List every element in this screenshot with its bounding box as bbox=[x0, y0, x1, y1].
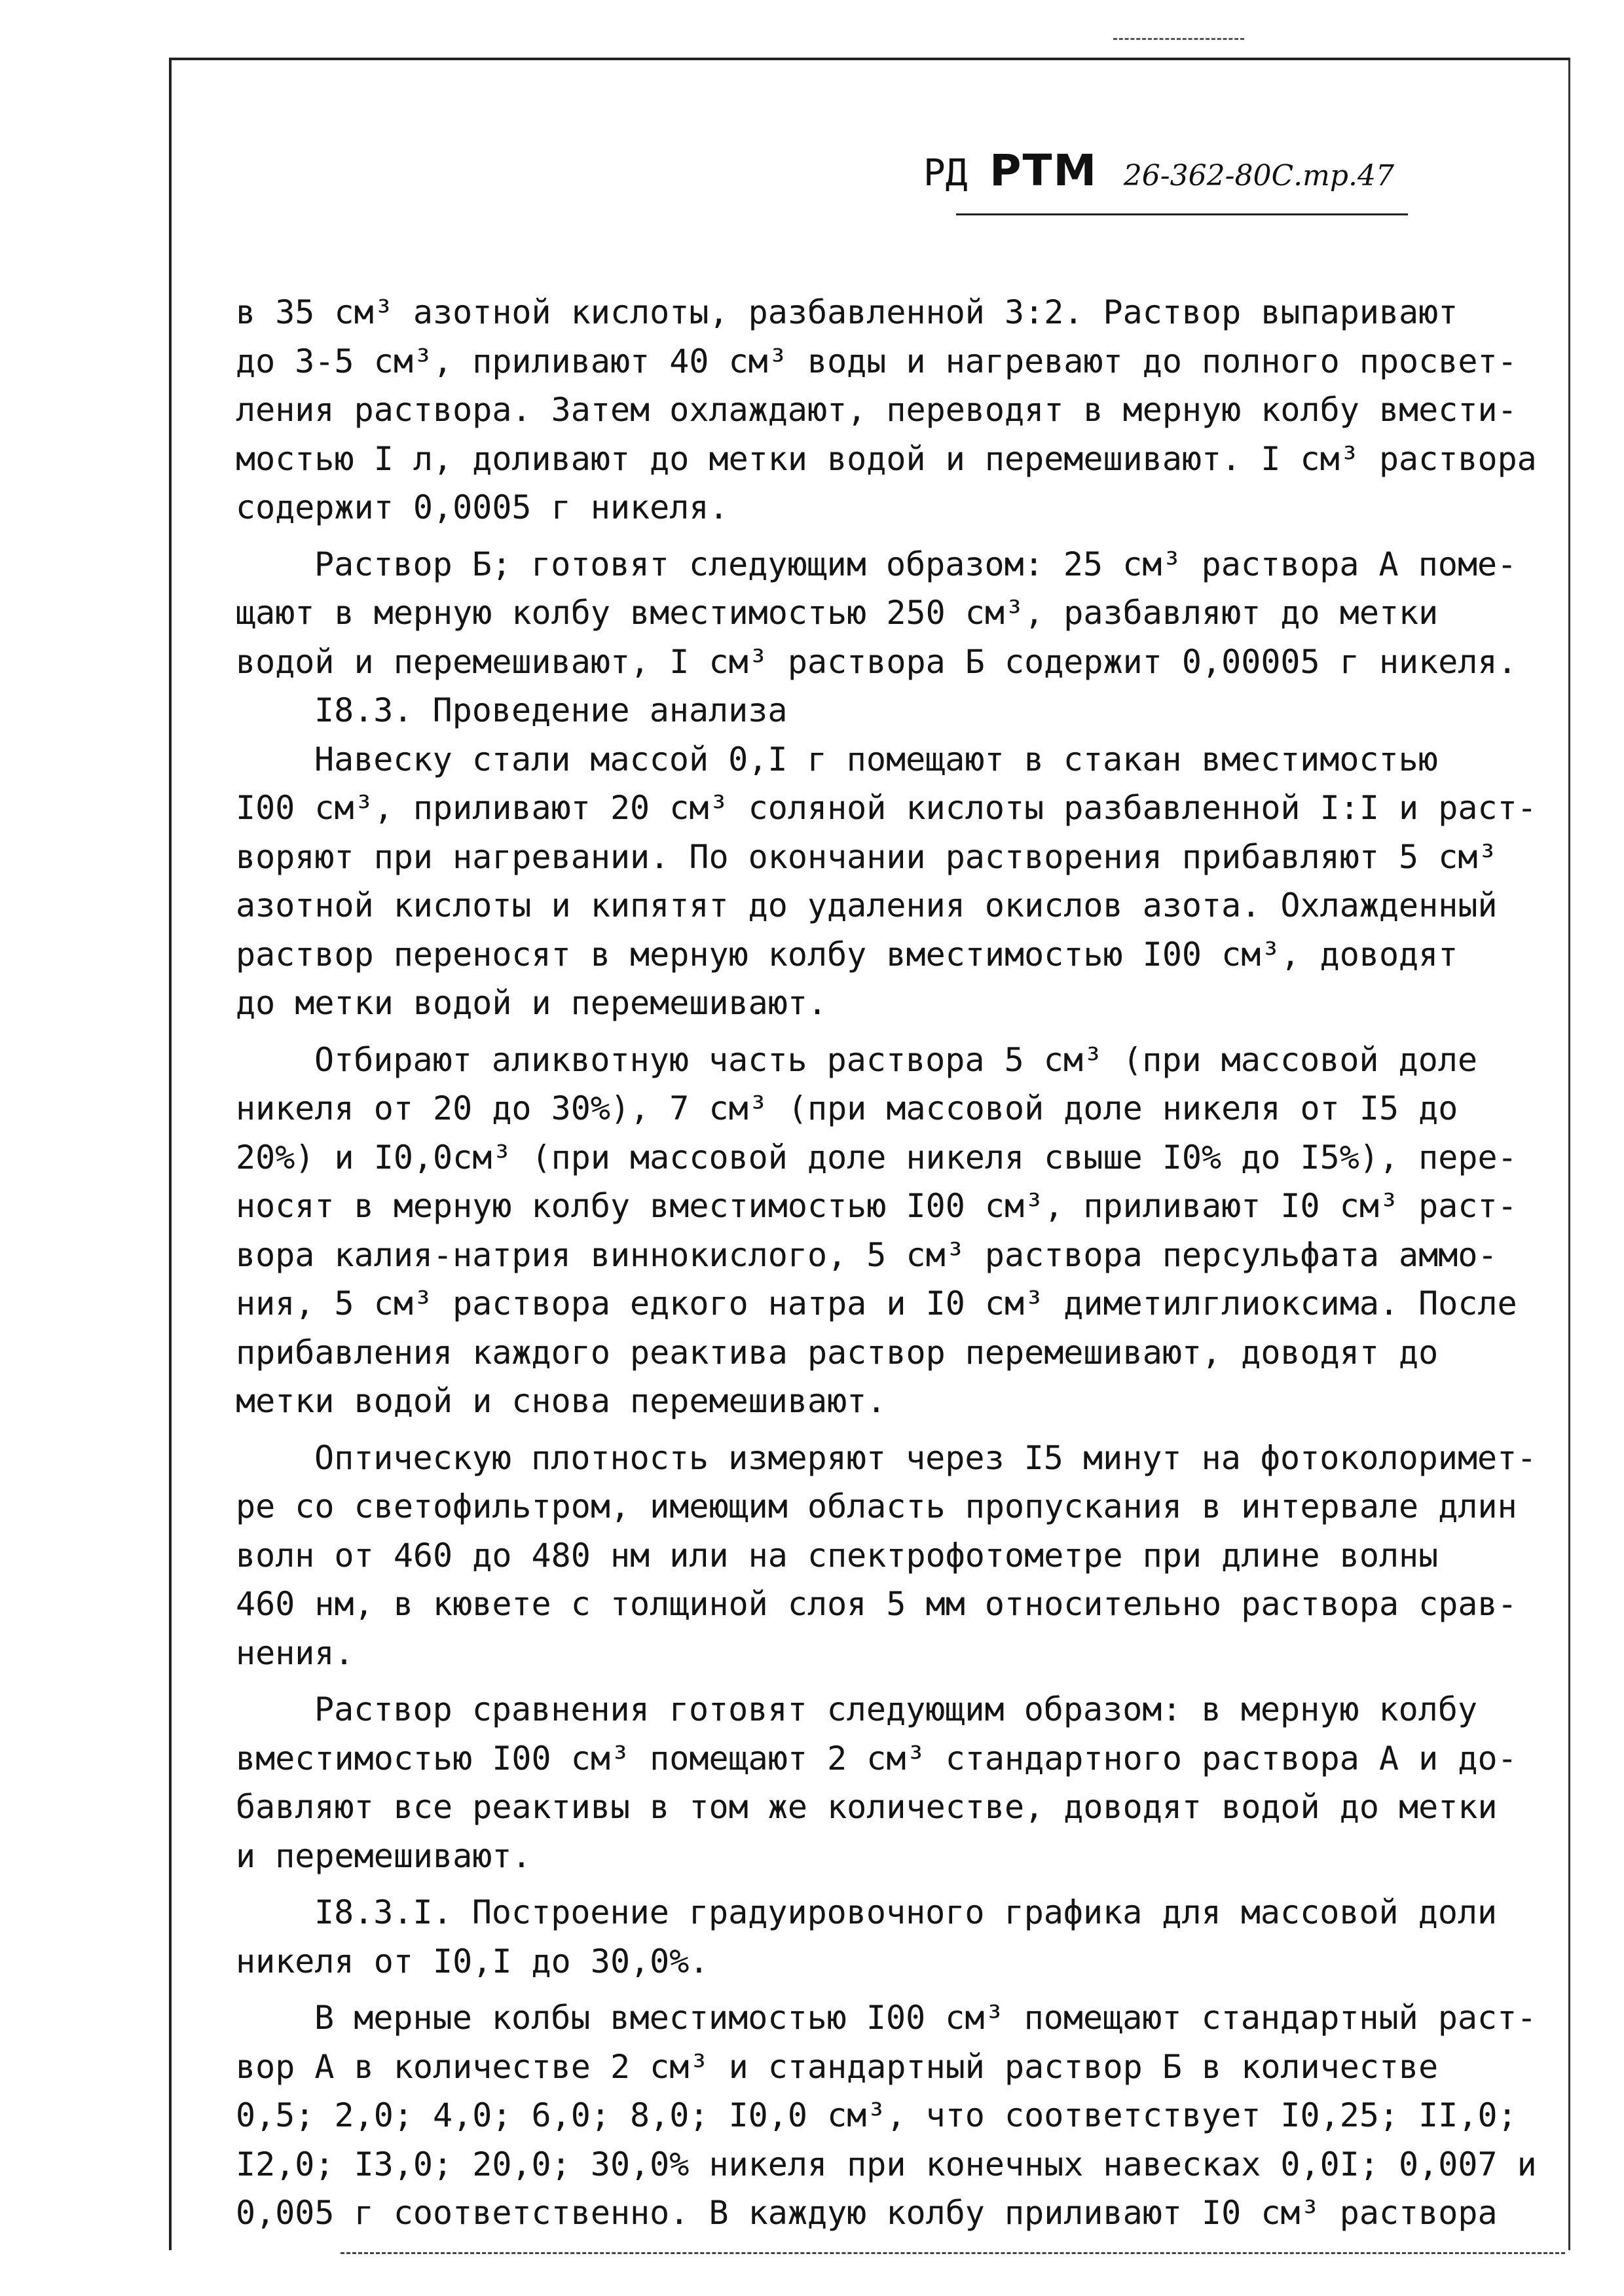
text-line: Оптическую плотность измеряют через I5 минут на фотоколоримет- bbox=[314, 1438, 1537, 1477]
section-heading: I8.3.I. Построение градуировочного графика для массовой доли bbox=[314, 1893, 1498, 1931]
text-line: до метки водой и перемешивают. bbox=[236, 984, 828, 1022]
text-line: азотной кислоты и кипятят до удаления окислов азота. Охлажденный bbox=[236, 886, 1498, 924]
text-line: ления раствора. Затем охлаждают, переводят в мерную колбу вмести- bbox=[236, 391, 1517, 429]
text-line: I00 см³, приливают 20 см³ соляной кислоты разбавленной I:I и раст- bbox=[236, 789, 1537, 827]
text-line: до 3-5 см³, приливают 40 см³ воды и нагревают до полного просвет- bbox=[236, 342, 1517, 380]
text-line: прибавления каждого реактива раствор перемешивают, доводят до bbox=[236, 1333, 1439, 1372]
header-underline bbox=[956, 213, 1408, 215]
header-rtm: РТМ bbox=[989, 145, 1098, 196]
text-line: Навеску стали массой 0,I г помещают в стакан вместимостью bbox=[314, 740, 1438, 778]
text-line: раствор переносят в мерную колбу вместимостью I00 см³, доводят bbox=[236, 935, 1458, 974]
text-line: в 35 см³ азотной кислоты, разбавленной 3:2. Раствор выпаривают bbox=[236, 293, 1458, 331]
text-line: 20%) и I0,0см³ (при массовой доле никеля свыше I0% до I5%), пере- bbox=[236, 1138, 1517, 1176]
text-line: метки водой и снова перемешивают. bbox=[236, 1382, 887, 1420]
header-rd: РД bbox=[923, 152, 968, 194]
text-line: вор А в количестве 2 см³ и стандартный раствор Б в количестве bbox=[236, 2047, 1439, 2086]
section-heading: I8.3. Проведение анализа bbox=[314, 691, 788, 729]
text-line: вора калия-натрия виннокислого, 5 см³ раствора персульфата аммо- bbox=[236, 1235, 1498, 1274]
header-doc-number: 26-362-80С.тр.47 bbox=[1123, 159, 1395, 192]
text-line: воряют при нагревании. По окончании растворения прибавляют 5 см³ bbox=[236, 837, 1498, 876]
text-line: 0,005 г соответственно. В каждую колбу приливают I0 см³ раствора bbox=[236, 2194, 1498, 2232]
document-body bbox=[236, 288, 1545, 2238]
text-line: никеля от I0,I до 30,0%. bbox=[236, 1942, 709, 1980]
text-line: волн от 460 до 480 нм или на спектрофотометре при длине волны bbox=[236, 1536, 1439, 1575]
text-line: Раствор сравнения готовят следующим образом: в мерную колбу bbox=[314, 1690, 1478, 1728]
text-line: Раствор Б; готовят следующим образом: 25 см³ раствора А поме- bbox=[314, 545, 1517, 583]
text-line: мостью I л, доливают до метки водой и перемешивают. I см³ раствора bbox=[236, 439, 1537, 478]
text-line: нения. bbox=[236, 1633, 354, 1672]
text-line: бавляют все реактивы в том же количестве, доводят водой до метки bbox=[236, 1788, 1498, 1826]
text-line: носят в мерную колбу вместимостью I00 см³, приливают I0 см³ раст- bbox=[236, 1187, 1517, 1225]
top-dash-mark bbox=[1113, 38, 1244, 40]
text-line: водой и перемешивают, I см³ раствора Б содержит 0,00005 г никеля. bbox=[236, 642, 1517, 681]
text-line: ния, 5 см³ раствора едкого натра и I0 см³ диметилглиоксима. После bbox=[236, 1285, 1517, 1322]
text-line: В мерные колбы вместимостью I00 см³ помещают стандартный раст- bbox=[314, 1999, 1537, 2037]
text-line: щают в мерную колбу вместимостью 250 см³, разбавляют до метки bbox=[236, 594, 1439, 632]
text-line: 0,5; 2,0; 4,0; 6,0; 8,0; I0,0 см³, что соответствует I0,25; II,0; bbox=[236, 2096, 1517, 2134]
text-line: никеля от 20 до 30%), 7 см³ (при массовой доле никеля от I5 до bbox=[236, 1089, 1458, 1127]
text-line: содержит 0,0005 г никеля. bbox=[236, 488, 729, 526]
frame-bottom-line bbox=[341, 2252, 1565, 2254]
text-line: Отбирают аликвотную часть раствора 5 см³ (при массовой доле bbox=[314, 1040, 1478, 1079]
text-line: вместимостью I00 см³ помещают 2 см³ стандартного раствора А и до- bbox=[236, 1739, 1517, 1777]
document-header bbox=[923, 145, 1394, 217]
text-line: I2,0; I3,0; 20,0; 30,0% никеля при конечных навесках 0,0I; 0,007 и bbox=[236, 2145, 1537, 2183]
text-line: ре со светофильтром, имеющим область пропускания в интервале длин bbox=[236, 1487, 1517, 1525]
text-line: 460 нм, в кювете с толщиной слоя 5 мм относительно раствора срав- bbox=[236, 1585, 1517, 1623]
text-line: и перемешивают. bbox=[236, 1836, 532, 1875]
